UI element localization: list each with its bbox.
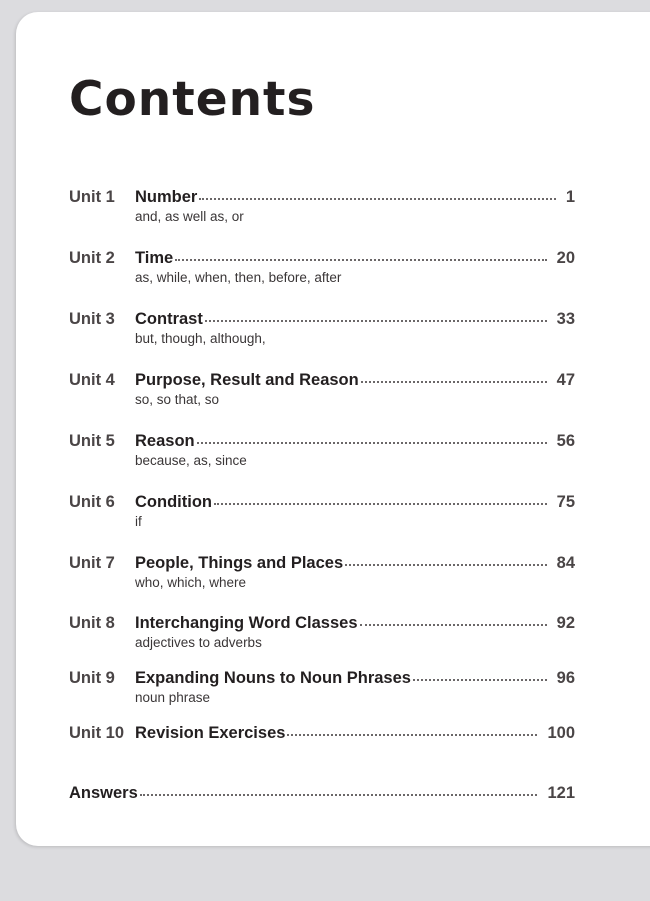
unit-label: Unit 5 <box>69 432 115 450</box>
unit-label: Unit 4 <box>69 371 115 389</box>
entry-title: Expanding Nouns to Noun Phrases <box>135 669 411 687</box>
dot-leader <box>175 259 546 261</box>
entry-subtitle: as, while, when, then, before, after <box>135 270 342 285</box>
entry-subtitle: but, though, although, <box>135 331 266 346</box>
entry-title: Reason <box>135 432 195 450</box>
page-number: 75 <box>556 493 575 511</box>
entry-title: Purpose, Result and Reason <box>135 371 359 389</box>
page-number: 33 <box>556 310 575 328</box>
page-number: 1 <box>565 188 575 206</box>
page-number: 100 <box>547 724 575 742</box>
unit-label: Unit 6 <box>69 493 115 511</box>
dot-leader <box>140 794 538 796</box>
unit-label: Unit 9 <box>69 669 115 687</box>
page-number: 56 <box>556 432 575 450</box>
entry-title: Answers <box>69 784 138 802</box>
document-page <box>16 12 650 846</box>
dot-leader <box>287 734 537 736</box>
page-number: 84 <box>556 554 575 572</box>
dot-leader <box>413 679 547 681</box>
entry-title: Revision Exercises <box>135 724 286 742</box>
page-number: 20 <box>556 249 575 267</box>
entry-title: Time <box>135 249 174 267</box>
dot-leader <box>361 381 547 383</box>
dot-leader <box>360 624 547 626</box>
entry-subtitle: because, as, since <box>135 453 247 468</box>
page-number: 92 <box>556 614 575 632</box>
entry-title: Interchanging Word Classes <box>135 614 358 632</box>
dot-leader <box>345 564 546 566</box>
page-number: 47 <box>556 371 575 389</box>
entry-title: Number <box>135 188 198 206</box>
toc-entry-answers[interactable] <box>69 784 575 803</box>
entry-subtitle: who, which, where <box>135 575 247 590</box>
entry-subtitle: so, so that, so <box>135 392 220 407</box>
unit-label: Unit 2 <box>69 249 115 267</box>
unit-label: Unit 7 <box>69 554 115 572</box>
page-number: 121 <box>547 784 575 802</box>
page-title: Contents <box>69 72 316 127</box>
entry-title: Condition <box>135 493 212 511</box>
entry-subtitle: if <box>135 514 142 529</box>
unit-label: Unit 3 <box>69 310 115 328</box>
entry-subtitle: noun phrase <box>135 690 211 705</box>
dot-leader <box>205 320 547 322</box>
unit-label: Unit 8 <box>69 614 115 632</box>
dot-leader <box>214 503 547 505</box>
entry-subtitle: and, as well as, or <box>135 209 244 224</box>
unit-label: Unit 10 <box>69 724 125 742</box>
entry-title: Contrast <box>135 310 203 328</box>
page-number: 96 <box>556 669 575 687</box>
unit-label: Unit 1 <box>69 188 115 206</box>
entry-title: People, Things and Places <box>135 554 344 572</box>
entry-subtitle: adjectives to adverbs <box>135 635 262 650</box>
dot-leader <box>197 442 547 444</box>
dot-leader <box>199 198 555 200</box>
